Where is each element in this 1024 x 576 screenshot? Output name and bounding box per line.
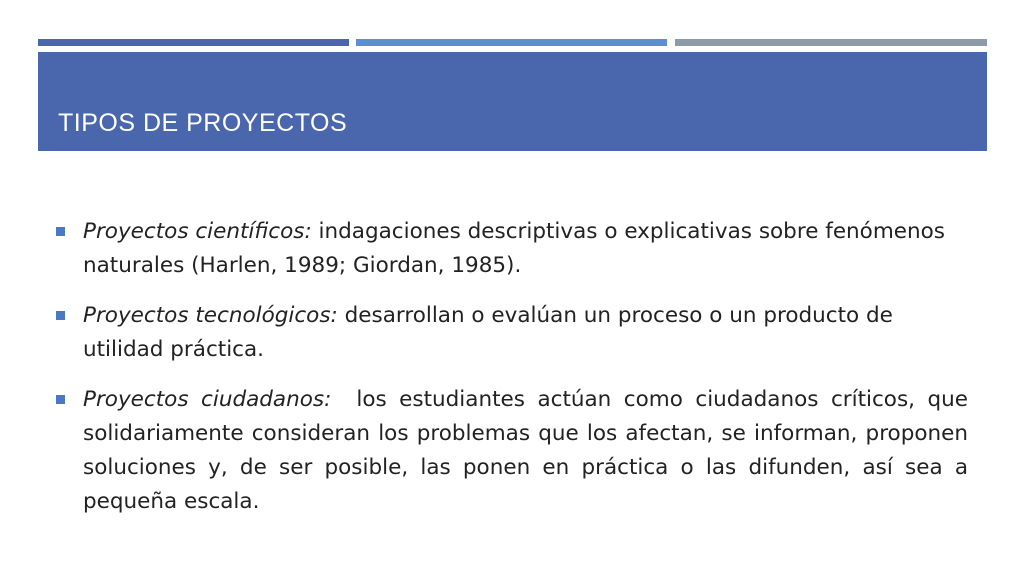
accent-bar-gray <box>675 39 987 46</box>
list-item <box>56 215 968 283</box>
bullet-list <box>56 215 975 535</box>
square-bullet-icon <box>56 311 65 320</box>
square-bullet-icon <box>56 227 65 236</box>
square-bullet-icon <box>56 395 65 404</box>
item-term: Proyectos científicos: <box>83 219 312 244</box>
slide-title: TIPOS DE PROYECTOS <box>58 109 348 137</box>
item-text: indagaciones descriptivas o explicativas sobre fenómenos naturales (Harlen, 1989; Giordan, 1985). <box>83 219 945 278</box>
list-item <box>56 383 975 519</box>
item-text: los estudiantes actúan como ciudadanos críticos, que solidariamente consideran los problemas que los afectan, se informan, proponen soluciones y, de ser posible, las ponen en práctica o las difunden, así sea a pequeña escala. <box>83 387 975 514</box>
title-banner <box>38 52 987 151</box>
item-text: desarrollan o evalúan un proceso o un producto de utilidad práctica. <box>83 303 893 362</box>
item-term: Proyectos tecnológicos: <box>83 303 338 328</box>
item-term: Proyectos ciudadanos: <box>83 387 332 412</box>
accent-bar-light <box>356 39 667 46</box>
list-item <box>56 299 968 367</box>
accent-bar-dark <box>38 39 349 46</box>
